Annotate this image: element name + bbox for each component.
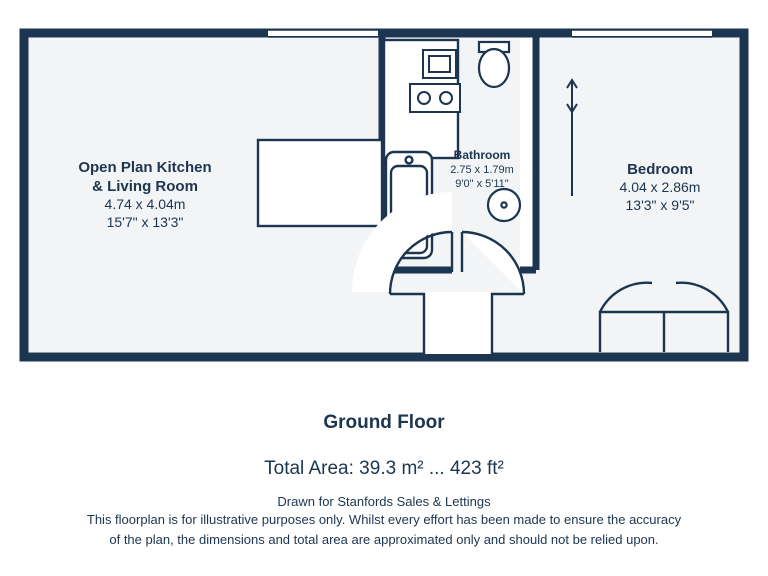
sink-bowl	[429, 56, 450, 72]
room-dim-metric-bathroom: 2.75 x 1.79m	[450, 164, 514, 177]
room-label-bathroom	[428, 148, 536, 192]
sink-icon	[423, 50, 456, 78]
room-name-kitchen-line1: Open Plan Kitchen	[78, 159, 212, 176]
room-name-kitchen-line2: & Living Room	[92, 178, 198, 196]
total-area-text: Total Area: 39.3 m² ... 423 ft²	[264, 458, 504, 479]
disclaimer-text	[0, 510, 768, 549]
disclaimer-line-1: This floorplan is for illustrative purposes only. Whilst every effort has been made to ensure the accuracy	[86, 512, 682, 527]
room-dim-imperial-bedroom: 13'3" x 9'5"	[625, 197, 695, 214]
floor-title: Ground Floor	[323, 412, 445, 433]
bath-tap	[406, 157, 413, 164]
toilet-icon	[479, 42, 509, 87]
room-dim-metric-bedroom: 4.04 x 2.86m	[619, 179, 701, 196]
drawn-for-text: Drawn for Stanfords Sales & Lettings	[277, 494, 491, 509]
room-dim-imperial-bathroom: 9'0" x 5'11"	[455, 178, 509, 191]
sofa-icon	[258, 140, 382, 226]
room-dim-metric-kitchen: 4.74 x 4.04m	[104, 196, 186, 213]
room-label-bedroom	[570, 160, 750, 215]
hob-icon	[410, 84, 460, 112]
toilet-bowl	[479, 49, 509, 87]
room-name-bedroom: Bedroom	[627, 161, 693, 178]
basin-icon	[488, 189, 520, 221]
disclaimer-line-2: of the plan, the dimensions and total area are approximated only and should not be relied upon.	[109, 531, 659, 547]
sofa-body	[258, 140, 382, 226]
room-label-kitchen	[30, 158, 260, 232]
hob-ring-right	[440, 92, 452, 104]
basin-plug	[501, 202, 506, 207]
entry-threshold	[424, 292, 492, 354]
hob-ring-left	[418, 92, 430, 104]
room-name-bathroom: Bathroom	[453, 148, 511, 162]
room-dim-imperial-kitchen: 15'7" x 13'3"	[106, 214, 184, 231]
